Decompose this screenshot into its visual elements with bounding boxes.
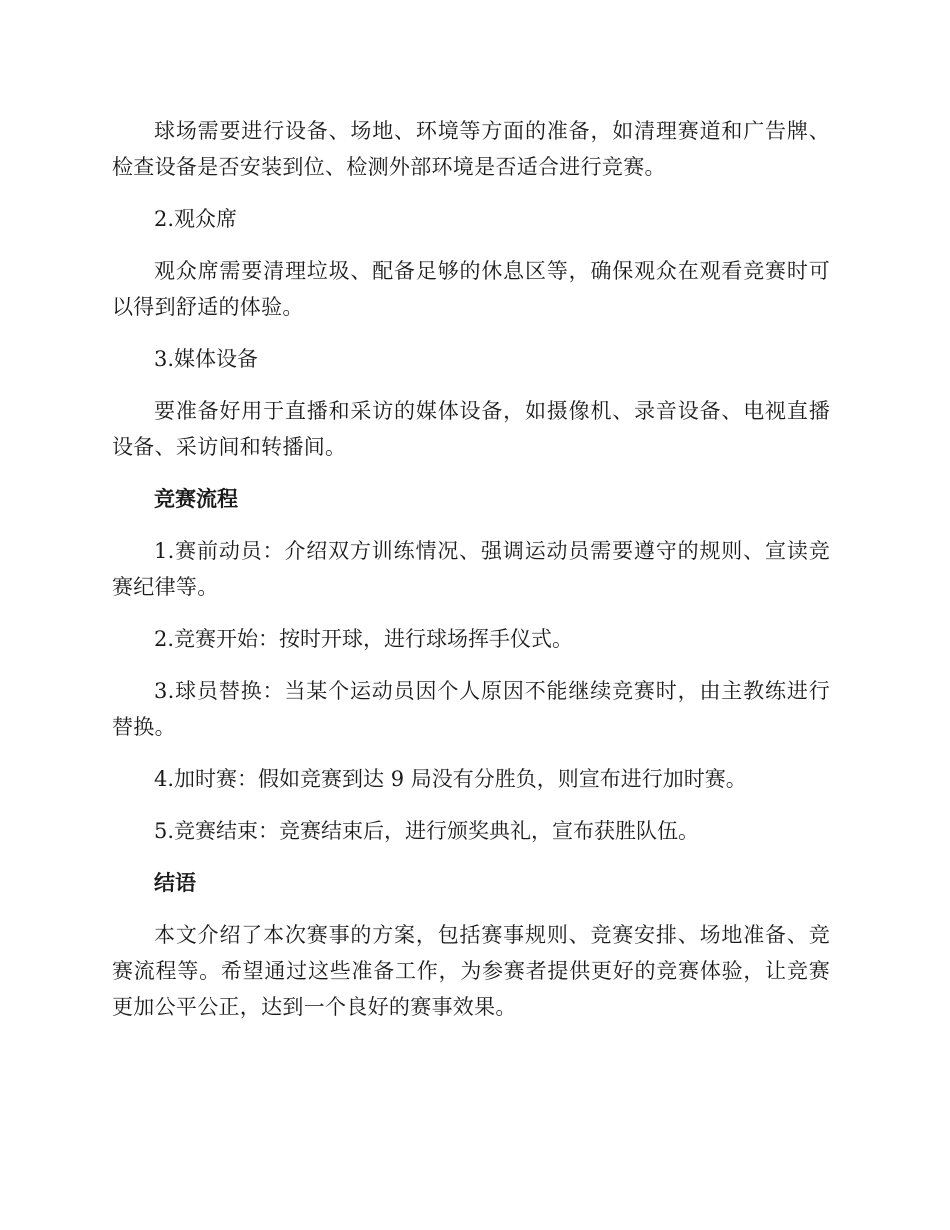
step-player-substitution: 3.球员替换：当某个运动员因个人原因不能继续竞赛时，由主教练进行替换。 bbox=[112, 679, 830, 739]
step-match-start: 2.竞赛开始：按时开球，进行球场挥手仪式。 bbox=[154, 627, 574, 651]
paragraph-venue-prep: 球场需要进行设备、场地、环境等方面的准备，如清理赛道和广告牌、检查设备是否安装到位、检测外部环境是否适合进行竞赛。 bbox=[112, 119, 830, 179]
item-media-equipment: 3.媒体设备 bbox=[154, 347, 259, 371]
step-overtime: 4.加时赛：假如竞赛到达 9 局没有分胜负，则宣布进行加时赛。 bbox=[154, 767, 747, 791]
heading-conclusion: 结语 bbox=[154, 871, 196, 895]
step-match-end: 5.竞赛结束：竞赛结束后，进行颁奖典礼，宣布获胜队伍。 bbox=[154, 819, 700, 843]
item-audience-seating: 2.观众席 bbox=[154, 207, 238, 231]
paragraph-conclusion: 本文介绍了本次赛事的方案，包括赛事规则、竞赛安排、场地准备、竞赛流程等。希望通过这些准备工作，为参赛者提供更好的竞赛体验，让竞赛更加公平公正，达到一个良好的赛事效果。 bbox=[112, 923, 830, 1019]
step-pre-match: 1.赛前动员：介绍双方训练情况、强调运动员需要遵守的规则、宣读竞赛纪律等。 bbox=[112, 539, 830, 599]
paragraph-media-equipment: 要准备好用于直播和采访的媒体设备，如摄像机、录音设备、电视直播设备、采访间和转播间。 bbox=[112, 399, 830, 459]
paragraph-audience-seating: 观众席需要清理垃圾、配备足够的休息区等，确保观众在观看竞赛时可以得到舒适的体验。 bbox=[112, 259, 830, 319]
heading-competition-process: 竞赛流程 bbox=[154, 487, 238, 511]
document-page bbox=[112, 113, 830, 1025]
